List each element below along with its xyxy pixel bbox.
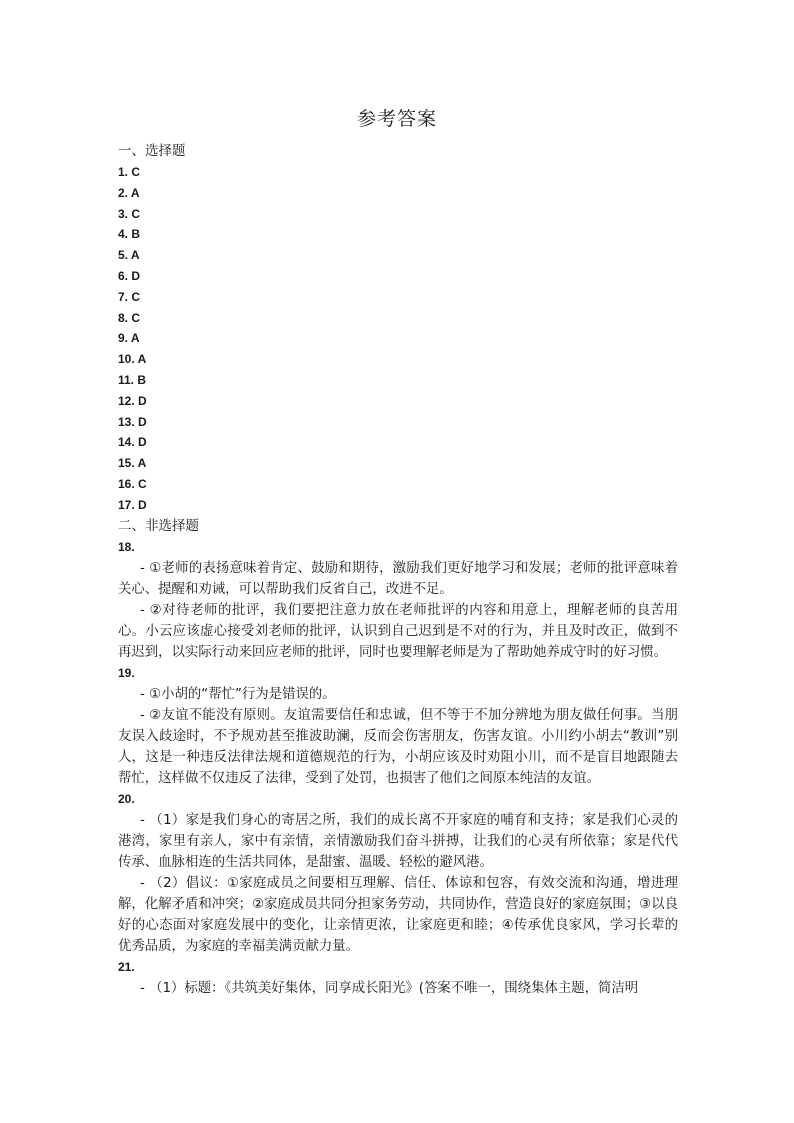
answer-paragraph: - （2）倡议：①家庭成员之间要相互理解、信任、体谅和包容，有效交流和沟通，增进理解，化解矛盾和冲突；②家庭成员共同分担家务劳动，共同协作，营造良好的家庭氛围；③以良好的心态面对家庭发展中的变化，让亲情更浓，让家庭更和睦；④传承优良家风，学习长辈的优秀品质，为家庭的幸福美满贡献力量。 [118, 875, 678, 954]
question-number-20: 20. [118, 791, 135, 806]
choice-answer-item: 14. D [118, 435, 147, 450]
page-title: 参考答案 [356, 108, 437, 130]
choice-answer-item: 1. C [118, 165, 141, 179]
choice-answer-item: 6. D [118, 268, 141, 283]
question-number-19: 19. [118, 665, 135, 680]
choice-answer-item: 10. A [118, 352, 147, 367]
answer-paragraph: - ①小胡的“帮忙”行为是错误的。 [140, 686, 336, 702]
question-number-18: 18. [118, 539, 135, 554]
answer-paragraph: - ②对待老师的批评，我们要把注意力放在老师批评的内容和用意上，理解老师的良苦用心。小云应该虚心接受刘老师的批评，认识到自己迟到是不对的行为，并且及时改正，做到不再迟到，以实际行动来回应老师的批评，同时也要理解老师是为了帮助她养成守时的好习惯。 [118, 602, 678, 660]
answer-paragraph: - （1）标题：《共筑美好集体，同享成长阳光》(答案不唯一，围绕集体主题，简洁明 [140, 980, 639, 996]
section-heading-choice: 一、选择题 [118, 143, 186, 159]
choice-answer-item: 15. A [118, 456, 147, 471]
answer-paragraph: - ①老师的表扬意味着肯定、鼓励和期待，激励我们更好地学习和发展；老师的批评意味着关心、提醒和劝诫，可以帮助我们反省自己，改进不足。 [118, 560, 678, 597]
choice-answer-item: 7. C [118, 289, 141, 304]
choice-answer-item: 3. C [118, 206, 141, 221]
choice-answer-item: 17. D [118, 497, 147, 512]
answer-paragraph: - （1）家是我们身心的寄居之所，我们的成长离不开家庭的哺育和支持；家是我们心灵的港湾，家里有亲人，家中有亲情，亲情激励我们奋斗拼搏，让我们的心灵有所依靠；家是代代传承、血脉相连的生活共同体，是甜蜜、温暖、轻松的避风港。 [118, 812, 678, 870]
choice-answer-item: 9. A [118, 331, 140, 346]
choice-answer-item: 4. B [118, 227, 141, 242]
choice-answer-item: 16. C [118, 476, 147, 491]
question-number-21: 21. [118, 959, 135, 974]
answer-content [118, 141, 678, 999]
choice-answer-item: 12. D [118, 393, 147, 408]
section-heading-nonchoice: 二、非选择题 [118, 517, 199, 534]
choice-answer-item: 13. D [118, 414, 147, 429]
choice-answer-list [118, 162, 678, 516]
choice-answer-item: 5. A [118, 248, 140, 263]
answer-paragraph: - ②友谊不能没有原则。友谊需要信任和忠诚，但不等于不加分辨地为朋友做任何事。当朋友误入歧途时，不予规劝甚至推波助澜，反而会伤害朋友，伤害友谊。小川约小胡去“教训”别人，这是一种违反法律法规和道德规范的行为，小胡应该及时劝阻小川，而不是盲目地跟随去帮忙，这样做不仅违反了法律，受到了处罚，也损害了他们之间原本纯洁的友谊。 [118, 707, 678, 786]
choice-answer-item: 2. A [118, 185, 140, 200]
choice-answer-item: 11. B [118, 372, 147, 387]
choice-answer-item: 8. C [118, 310, 141, 325]
